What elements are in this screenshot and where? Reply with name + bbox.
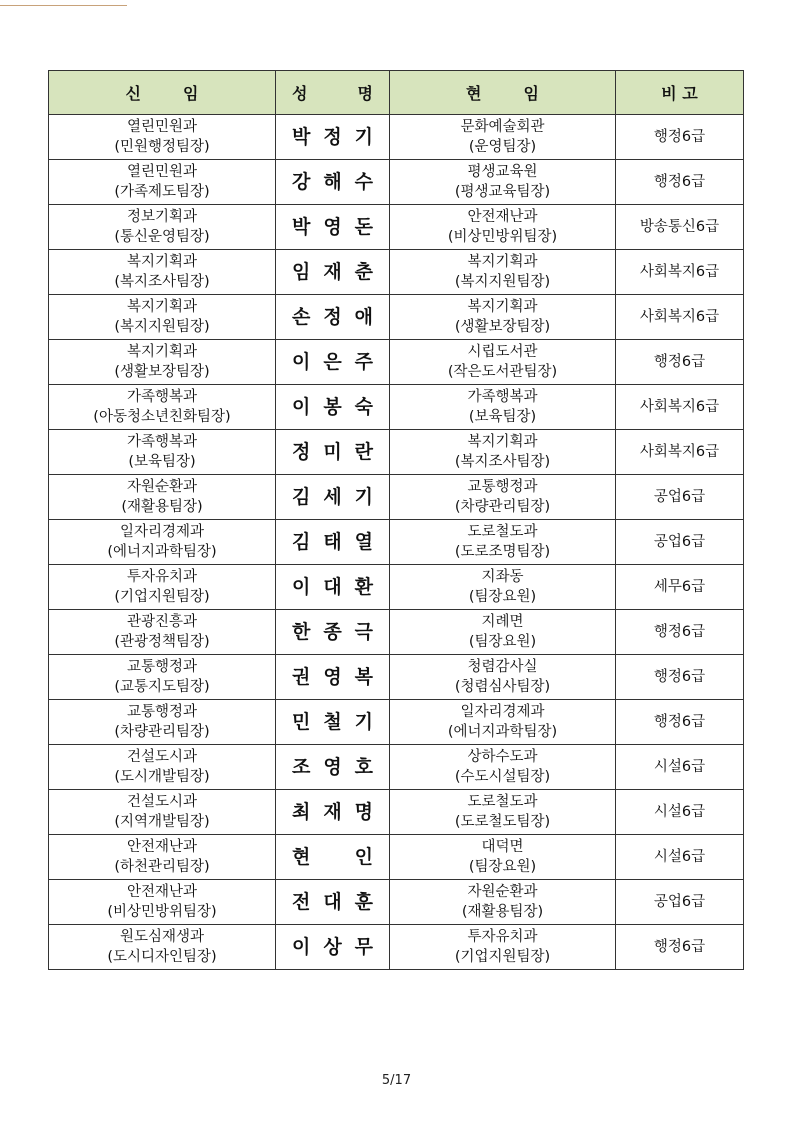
new-dept: 복지기획과	[126, 299, 198, 315]
name-char: 최	[292, 801, 311, 823]
name-char: 김	[292, 486, 311, 508]
current-post-cell	[390, 700, 616, 745]
current-dept: 일자리경제과	[460, 704, 545, 720]
current-dept: 자원순환과	[467, 884, 538, 900]
new-role: (하천관리팀장)	[114, 859, 210, 875]
new-post-cell	[49, 430, 276, 475]
current-post-cell	[390, 880, 616, 925]
current-post-cell	[390, 295, 616, 340]
current-dept: 문화예술회관	[460, 119, 545, 135]
note-cell: 사회복지6급	[616, 430, 744, 475]
note-cell: 행정6급	[616, 655, 744, 700]
note-cell: 행정6급	[616, 160, 744, 205]
new-role: (지역개발팀장)	[114, 814, 210, 830]
name-char: 인	[354, 846, 373, 868]
name-char: 훈	[354, 891, 373, 913]
new-role: (차량관리팀장)	[114, 724, 210, 740]
note-cell: 시설6급	[616, 745, 744, 790]
name-char: 미	[323, 441, 342, 463]
new-dept: 안전재난과	[126, 839, 198, 855]
name-cell	[276, 475, 390, 520]
header-current-post: 현 임	[390, 71, 616, 115]
name-char: 임	[292, 261, 311, 283]
current-post-cell	[390, 520, 616, 565]
name-char: 재	[323, 801, 342, 823]
table-row	[49, 115, 744, 160]
name-cell	[276, 430, 390, 475]
new-dept: 원도심재생과	[119, 929, 205, 945]
current-dept: 복지기획과	[467, 254, 538, 270]
current-post-cell	[390, 250, 616, 295]
note-cell: 방송통신6급	[616, 205, 744, 250]
current-dept: 상하수도과	[467, 749, 538, 765]
new-dept: 건설도시과	[126, 794, 198, 810]
current-role: (팀장요원)	[468, 634, 537, 650]
current-role: (청렴심사팀장)	[454, 679, 551, 695]
name-char: 이	[292, 936, 311, 958]
name-char: 박	[292, 126, 311, 148]
new-dept: 일자리경제과	[119, 524, 205, 540]
note-cell: 행정6급	[616, 700, 744, 745]
name-cell	[276, 745, 390, 790]
new-dept: 가족행복과	[126, 434, 198, 450]
new-role: (복지지원팀장)	[114, 319, 210, 335]
current-role: (에너지과학팀장)	[447, 724, 558, 740]
name-char: 세	[323, 486, 342, 508]
current-dept: 안전재난과	[467, 209, 538, 225]
new-post-cell	[49, 205, 276, 250]
new-post-cell	[49, 835, 276, 880]
current-role: (재활용팀장)	[461, 904, 544, 920]
new-dept: 복지기획과	[126, 254, 198, 270]
new-post-cell	[49, 160, 276, 205]
current-role: (운영팀장)	[468, 139, 537, 155]
new-post-cell	[49, 700, 276, 745]
name-char: 대	[323, 891, 342, 913]
current-dept: 도로철도과	[467, 524, 538, 540]
current-post-cell	[390, 115, 616, 160]
person-name	[276, 622, 389, 642]
name-char: 봉	[323, 396, 342, 418]
name-char: 이	[292, 351, 311, 373]
name-cell	[276, 790, 390, 835]
person-name	[276, 127, 389, 147]
name-cell	[276, 700, 390, 745]
new-post-cell	[49, 790, 276, 835]
current-dept: 지좌동	[481, 569, 524, 585]
current-dept: 지례면	[481, 614, 524, 630]
new-role: (통신운영팀장)	[114, 229, 210, 245]
person-name	[276, 172, 389, 192]
table-row	[49, 340, 744, 385]
person-name	[276, 217, 389, 237]
current-post-cell	[390, 340, 616, 385]
new-post-cell	[49, 385, 276, 430]
new-dept: 정보기획과	[126, 209, 198, 225]
name-char: 기	[354, 486, 373, 508]
name-cell	[276, 835, 390, 880]
new-role: (보육팀장)	[128, 454, 196, 470]
name-char: 은	[323, 351, 342, 373]
current-post-cell	[390, 160, 616, 205]
name-char: 박	[292, 216, 311, 238]
name-char: 열	[354, 531, 373, 553]
new-post-cell	[49, 745, 276, 790]
table-row	[49, 925, 744, 970]
note-cell: 행정6급	[616, 610, 744, 655]
table-row	[49, 475, 744, 520]
new-dept: 열린민원과	[126, 119, 198, 135]
table-row	[49, 565, 744, 610]
table-row	[49, 385, 744, 430]
current-role: (복지지원팀장)	[454, 274, 551, 290]
new-post-cell	[49, 250, 276, 295]
new-post-cell	[49, 565, 276, 610]
person-name	[276, 847, 389, 867]
new-role: (교통지도팀장)	[114, 679, 210, 695]
note-cell: 시설6급	[616, 790, 744, 835]
table-row	[49, 295, 744, 340]
table-row	[49, 700, 744, 745]
current-post-cell	[390, 475, 616, 520]
name-char: 조	[292, 756, 311, 778]
name-char: 손	[292, 306, 311, 328]
table-row	[49, 430, 744, 475]
person-name	[276, 397, 389, 417]
current-post-cell	[390, 430, 616, 475]
name-char: 정	[323, 126, 342, 148]
new-role: (생활보장팀장)	[114, 364, 210, 380]
current-role: (팀장요원)	[468, 859, 537, 875]
table-row	[49, 790, 744, 835]
name-char: 강	[292, 171, 311, 193]
name-cell	[276, 340, 390, 385]
name-char: 란	[354, 441, 373, 463]
name-char: 정	[292, 441, 311, 463]
name-char: 종	[323, 621, 342, 643]
new-role: (재활용팀장)	[121, 499, 203, 515]
person-name	[276, 532, 389, 552]
new-role: (도시디자인팀장)	[107, 949, 217, 965]
current-role: (생활보장팀장)	[454, 319, 551, 335]
name-cell	[276, 385, 390, 430]
new-role: (도시개발팀장)	[114, 769, 210, 785]
name-cell	[276, 160, 390, 205]
person-name	[276, 757, 389, 777]
note-cell: 사회복지6급	[616, 250, 744, 295]
person-name	[276, 577, 389, 597]
name-char: 재	[323, 261, 342, 283]
current-dept: 복지기획과	[467, 434, 538, 450]
note-cell: 사회복지6급	[616, 295, 744, 340]
name-char: 태	[323, 531, 342, 553]
name-char: 환	[354, 576, 373, 598]
name-char: 돈	[354, 216, 373, 238]
table-row	[49, 745, 744, 790]
person-name	[276, 667, 389, 687]
new-role: (기업지원팀장)	[114, 589, 210, 605]
note-cell: 행정6급	[616, 340, 744, 385]
name-char: 극	[354, 621, 373, 643]
new-post-cell	[49, 295, 276, 340]
header-new-post: 신 임	[49, 71, 276, 115]
name-char: 민	[292, 711, 311, 733]
current-role: (도로철도팀장)	[454, 814, 551, 830]
new-role: (에너지과학팀장)	[107, 544, 217, 560]
table-row	[49, 250, 744, 295]
note-cell: 세무6급	[616, 565, 744, 610]
current-role: (평생교육팀장)	[454, 184, 551, 200]
table-row	[49, 880, 744, 925]
person-name	[276, 442, 389, 462]
name-cell	[276, 115, 390, 160]
current-role: (작은도서관팀장)	[447, 364, 558, 380]
current-post-cell	[390, 835, 616, 880]
new-role: (관광정책팀장)	[114, 634, 210, 650]
new-post-cell	[49, 610, 276, 655]
name-char: 수	[354, 171, 373, 193]
table-row	[49, 655, 744, 700]
new-dept: 건설도시과	[126, 749, 198, 765]
new-post-cell	[49, 655, 276, 700]
current-post-cell	[390, 205, 616, 250]
current-post-cell	[390, 925, 616, 970]
note-cell: 사회복지6급	[616, 385, 744, 430]
name-cell	[276, 205, 390, 250]
name-char: 숙	[354, 396, 373, 418]
current-dept: 도로철도과	[467, 794, 538, 810]
table-header-row	[49, 71, 744, 115]
personnel-table	[48, 70, 744, 970]
top-rule	[0, 5, 127, 6]
current-post-cell	[390, 745, 616, 790]
current-post-cell	[390, 655, 616, 700]
name-char: 이	[292, 576, 311, 598]
header-note: 비 고	[616, 71, 744, 115]
new-dept: 안전재난과	[126, 884, 198, 900]
name-char: 이	[292, 396, 311, 418]
name-cell	[276, 250, 390, 295]
current-post-cell	[390, 610, 616, 655]
new-dept: 가족행복과	[126, 389, 198, 405]
current-dept: 평생교육원	[467, 164, 538, 180]
new-post-cell	[49, 340, 276, 385]
new-dept: 투자유치과	[126, 569, 198, 585]
new-role: (비상민방위팀장)	[107, 904, 217, 920]
name-char: 현	[292, 846, 311, 868]
name-char: 철	[323, 711, 342, 733]
person-name	[276, 892, 389, 912]
name-char: 기	[354, 711, 373, 733]
name-cell	[276, 520, 390, 565]
current-role: (비상민방위팀장)	[447, 229, 558, 245]
new-role: (아동청소년친화팀장)	[93, 409, 231, 425]
table-row	[49, 520, 744, 565]
note-cell: 행정6급	[616, 925, 744, 970]
current-dept: 복지기획과	[467, 299, 538, 315]
note-cell: 행정6급	[616, 115, 744, 160]
name-char: 호	[354, 756, 373, 778]
name-char: 춘	[354, 261, 373, 283]
table-row	[49, 160, 744, 205]
current-role: (팀장요원)	[468, 589, 537, 605]
table-row	[49, 835, 744, 880]
person-name	[276, 712, 389, 732]
name-char: 상	[323, 936, 342, 958]
current-role: (복지조사팀장)	[454, 454, 551, 470]
person-name	[276, 262, 389, 282]
name-char: 전	[292, 891, 311, 913]
new-post-cell	[49, 115, 276, 160]
new-post-cell	[49, 475, 276, 520]
name-char: 영	[323, 756, 342, 778]
name-char: 애	[354, 306, 373, 328]
current-dept: 대덕면	[481, 839, 524, 855]
new-dept: 열린민원과	[126, 164, 198, 180]
current-role: (도로조명팀장)	[454, 544, 551, 560]
page-number: 5/17	[381, 1073, 412, 1088]
name-char: 권	[292, 666, 311, 688]
current-role: (차량관리팀장)	[454, 499, 551, 515]
current-dept: 가족행복과	[467, 389, 538, 405]
new-dept: 자원순환과	[126, 479, 198, 495]
note-cell: 시설6급	[616, 835, 744, 880]
new-dept: 복지기획과	[126, 344, 198, 360]
person-name	[276, 487, 389, 507]
current-dept: 교통행정과	[467, 479, 538, 495]
note-cell: 공업6급	[616, 880, 744, 925]
header-name: 성 명	[276, 71, 390, 115]
name-char: 대	[323, 576, 342, 598]
name-char: 영	[323, 216, 342, 238]
current-role: (기업지원팀장)	[454, 949, 551, 965]
name-char: 무	[354, 936, 373, 958]
new-dept: 교통행정과	[126, 704, 198, 720]
name-char: 해	[323, 171, 342, 193]
name-cell	[276, 565, 390, 610]
current-role: (수도시설팀장)	[454, 769, 551, 785]
name-cell	[276, 655, 390, 700]
name-cell	[276, 925, 390, 970]
person-name	[276, 937, 389, 957]
name-char: 영	[323, 666, 342, 688]
new-role: (가족제도팀장)	[114, 184, 210, 200]
person-name	[276, 307, 389, 327]
table-row	[49, 610, 744, 655]
name-char: 한	[292, 621, 311, 643]
new-post-cell	[49, 520, 276, 565]
name-char: 정	[323, 306, 342, 328]
person-name	[276, 352, 389, 372]
new-role: (민원행정팀장)	[114, 139, 210, 155]
name-char: 김	[292, 531, 311, 553]
name-char: 명	[354, 801, 373, 823]
person-name	[276, 802, 389, 822]
new-role: (복지조사팀장)	[114, 274, 210, 290]
current-post-cell	[390, 790, 616, 835]
name-cell	[276, 880, 390, 925]
new-dept: 교통행정과	[126, 659, 198, 675]
name-char: 복	[354, 666, 373, 688]
current-post-cell	[390, 385, 616, 430]
name-char: 주	[354, 351, 373, 373]
current-dept: 투자유치과	[467, 929, 538, 945]
table-row	[49, 205, 744, 250]
name-cell	[276, 295, 390, 340]
current-dept: 청렴감사실	[467, 659, 538, 675]
current-dept: 시립도서관	[467, 344, 538, 360]
current-post-cell	[390, 565, 616, 610]
name-cell	[276, 610, 390, 655]
note-cell: 공업6급	[616, 475, 744, 520]
new-dept: 관광진흥과	[126, 614, 198, 630]
name-char: 기	[354, 126, 373, 148]
current-role: (보육팀장)	[468, 409, 537, 425]
table-body	[49, 115, 744, 970]
new-post-cell	[49, 880, 276, 925]
note-cell: 공업6급	[616, 520, 744, 565]
new-post-cell	[49, 925, 276, 970]
